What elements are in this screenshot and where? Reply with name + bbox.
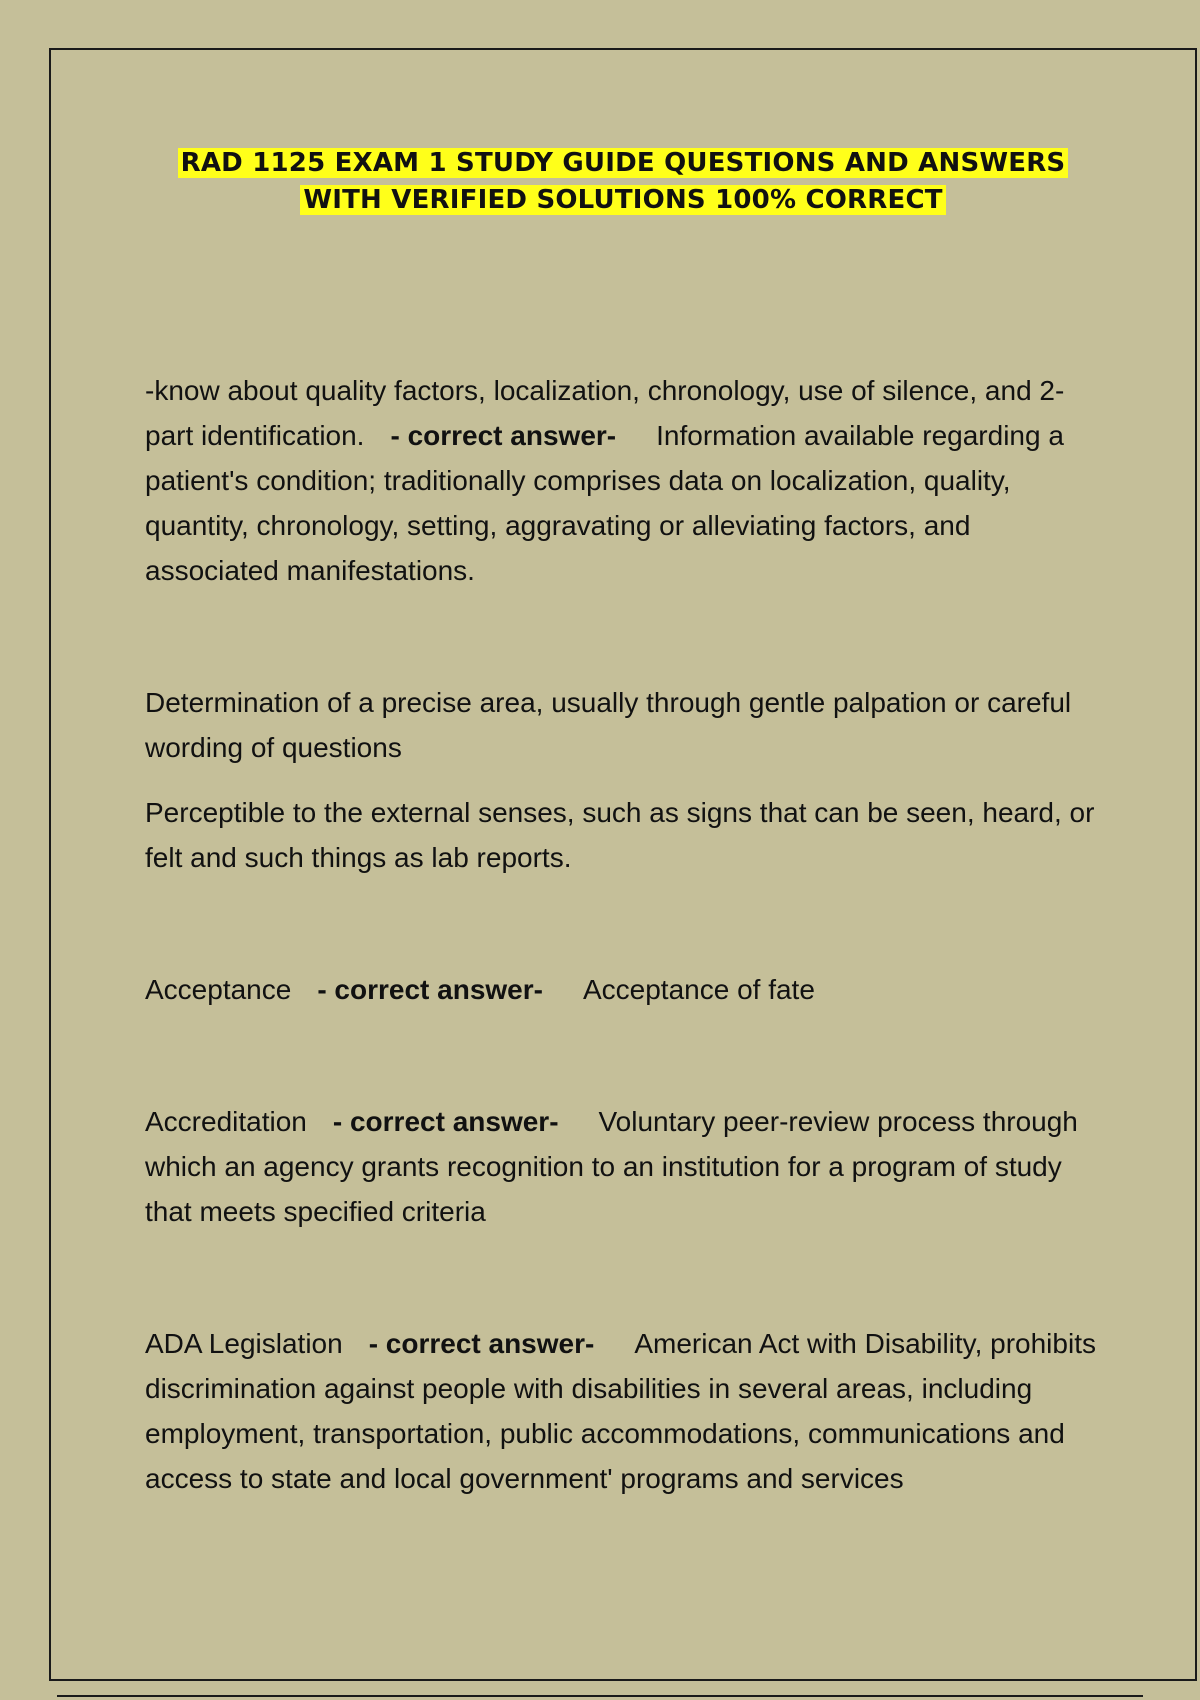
qa-entry-acceptance — [145, 967, 1105, 1012]
definition-text: Perceptible to the external senses, such as signs that can be seen, heard, or felt and such things as lab reports. — [145, 797, 1095, 873]
qa-paragraph — [145, 1099, 1105, 1234]
answer-text: Acceptance of fate — [582, 974, 815, 1005]
definition-text: Determination of a precise area, usually through gentle palpation or careful wording of questions — [145, 687, 1072, 763]
qa-entry-quality-factors — [145, 368, 1105, 593]
qa-paragraph — [145, 1321, 1105, 1501]
title-line-2: WITH VERIFIED SOLUTIONS 100% CORRECT — [300, 185, 945, 215]
qa-paragraph — [145, 967, 1105, 1012]
title-line-1: RAD 1125 EXAM 1 STUDY GUIDE QUESTIONS AND ANSWERS — [178, 148, 1069, 178]
definition-objective — [145, 790, 1105, 880]
footer-rule — [57, 1695, 1143, 1697]
correct-answer-marker: - correct answer- — [317, 974, 543, 1005]
correct-answer-marker: - correct answer- — [368, 1328, 595, 1359]
question-text: -know about quality factors, localization, chronology, use of silence, and 2-part identification. — [145, 375, 1065, 451]
answer-text: Voluntary peer-review process through which an agency grants recognition to an institution for a program of study that meets specified criteria — [145, 1106, 1078, 1227]
answer-text: Information available regarding a patient's condition; traditionally comprises data on localization, quality, quantity, chronology, setting, aggravating or alleviating factors, and associated manifestations. — [145, 420, 1064, 586]
qa-paragraph — [145, 368, 1105, 593]
study-guide-content — [145, 368, 1105, 1501]
question-text: ADA Legislation — [145, 1328, 343, 1359]
correct-answer-marker: - correct answer- — [332, 1106, 559, 1137]
qa-entry-accreditation — [145, 1099, 1105, 1234]
document-title — [0, 145, 1200, 219]
question-text: Accreditation — [145, 1106, 307, 1137]
qa-entry-ada-legislation — [145, 1321, 1105, 1501]
answer-text: American Act with Disability, prohibits discrimination against people with disabilities in several areas, including employment, transportation, public accommodations, communications and access to state and local government' programs and services — [145, 1328, 1096, 1494]
definition-localization — [145, 680, 1105, 770]
correct-answer-marker: - correct answer- — [390, 420, 617, 451]
question-text: Acceptance — [145, 974, 292, 1005]
